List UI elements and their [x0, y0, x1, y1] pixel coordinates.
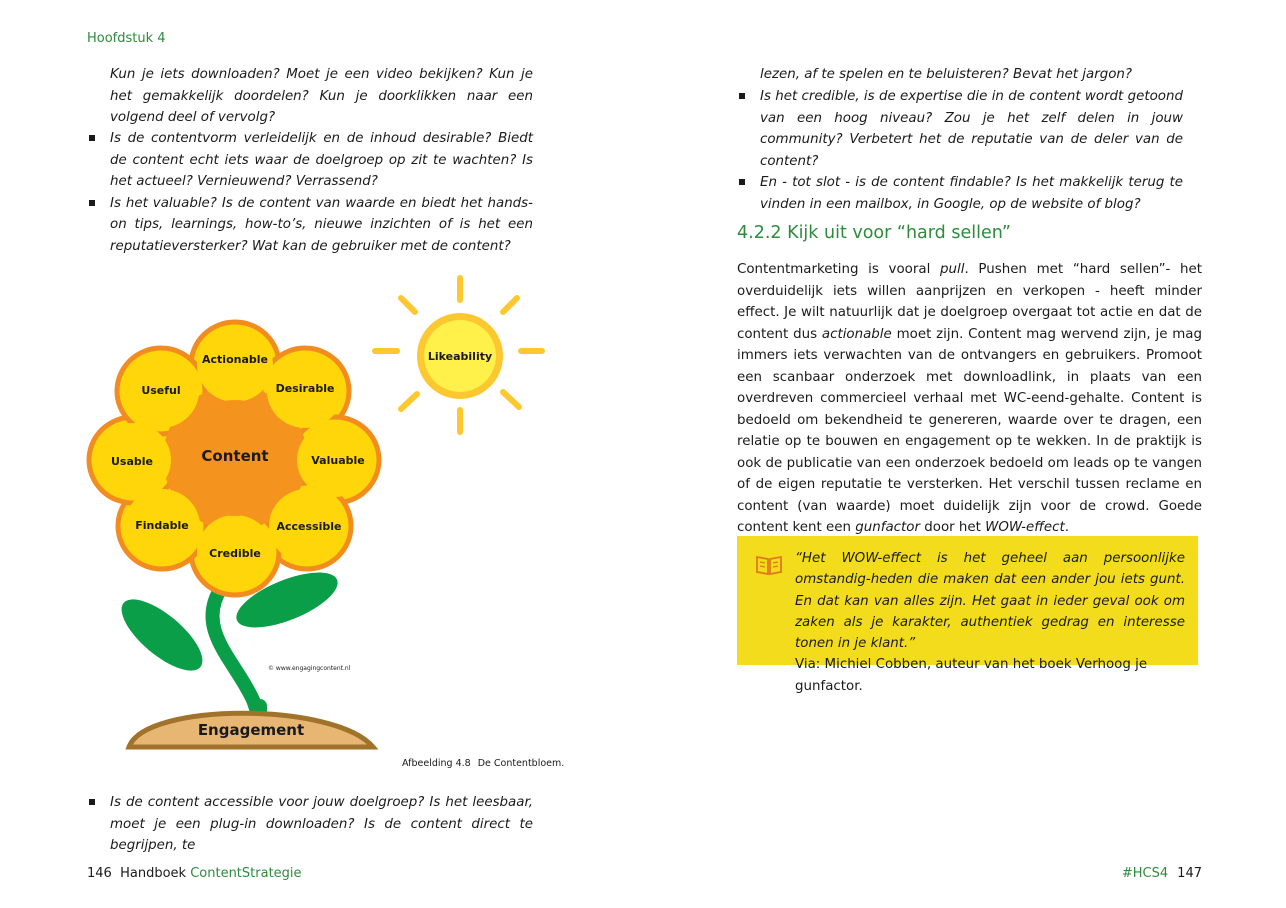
- petal-label-desirable: Desirable: [275, 382, 335, 395]
- bullet-accessible: Is de content accessible voor jouw doelgroep? Is het leesbaar, moet je een plug-in downloaden? Is de content direct te begrijpen, te: [87, 792, 533, 857]
- petal-label-valuable: Valuable: [311, 454, 365, 467]
- bullet-desirable: Is de contentvorm verleidelijk en de inhoud desirable? Biedt de content echt iets waar de doelgroep op zit te wachten? Is het actueel? Vernieuwend? Verrassend?: [87, 128, 533, 193]
- caption-number: Afbeelding 4.8: [402, 758, 471, 769]
- body-part-3: moet zijn. Content mag wervend zijn, je mag immers iets verwachten van de ontvangers en gebruikers. Promoot een scanbaar onderzoek met downloadlink, in plaats van een overdreven commercieel verhaal met WC-eend-gehalte. Content is bedoeld om bekendheid te genereren, waarde over te dragen, een relatie op te bouwen en engagement op te wekken. In de praktijk is ook de publicatie van een onderzoek bedoeld om leads op te vangen of de eigen reputatie te versterken. Het verschil tussen reclame en content (van waarde) moet duidelijk zijn voor de crowd. Goede content kent een: [737, 326, 1202, 535]
- section-title: 4.2.2 Kijk uit voor “hard sellen”: [737, 223, 1011, 243]
- caption-text: De Contentbloem.: [477, 758, 565, 769]
- quote-text: [795, 548, 1185, 697]
- book-title-green: ContentStrategie: [190, 866, 302, 881]
- content-flower-figure: [85, 270, 555, 752]
- body-emphasis-wow: WOW-effect: [985, 520, 1065, 535]
- body-emphasis-gunfactor: gunfactor: [855, 520, 920, 535]
- body-paragraph: [737, 259, 1202, 539]
- petal-label-useful: Useful: [141, 384, 181, 397]
- bullet-list: [87, 128, 533, 257]
- quote-box: [737, 536, 1198, 694]
- bullet-findable: En - tot slot - is de content findable? Is het makkelijk terug te vinden in een mailbox, in Google, op de website of blog?: [737, 172, 1183, 215]
- bullet-credible: Is het credible, is de expertise die in de content wordt getoond van een hoog niveau? Zou je het zelf delen in jouw community? Verbetert het de reputatie van de deler van de content?: [737, 86, 1183, 172]
- hashtag: #HCS4: [1121, 866, 1169, 881]
- body-part-5: .: [1064, 520, 1069, 535]
- petal-label-accessible: Accessible: [276, 520, 342, 533]
- body-part-4: door het: [924, 520, 981, 535]
- bottom-bullet-list: [87, 792, 533, 857]
- sun-label: Likeability: [427, 350, 493, 363]
- quote-attribution: Via: Michiel Cobben, auteur van het boek Verhoog je gunfactor.: [795, 657, 1148, 694]
- footer-left: [87, 866, 302, 881]
- bullet-valuable: Is het valuable? Is de content van waarde en biedt het hands-on tips, learnings, how-to’s, nieuwe inzichten of is het een reputatieversterker? Wat kan de gebruiker met de content?: [87, 193, 533, 258]
- right-page: [643, 0, 1286, 908]
- petal-label-findable: Findable: [135, 519, 189, 532]
- book-title-plain: Handboek: [120, 866, 187, 881]
- body-emphasis-pull: pull: [940, 262, 965, 277]
- figure-caption: [402, 758, 564, 769]
- continued-bullet-text-right: lezen, af te spelen en te beluisteren? Bevat het jargon?: [760, 67, 1133, 82]
- figure-copyright: © www.engagingcontent.nl: [268, 665, 351, 672]
- pot-label: Engagement: [197, 721, 305, 739]
- page-number-left: 146: [87, 866, 112, 881]
- body-part-1: Contentmarketing is vooral: [737, 262, 931, 277]
- page-number-right: 147: [1177, 866, 1202, 881]
- bullet-list-right: [737, 86, 1183, 215]
- leaf-left: [111, 588, 213, 683]
- footer-right: [1122, 866, 1202, 881]
- body-part-2: . Pushen met “hard sellen”- het overduidelijk iets willen aanprijzen en verkopen - heeft minder effect. Je wilt natuurlijk dat je doelgroep overgaat tot actie en dat de content dus: [737, 262, 1202, 342]
- center-label: Content: [201, 447, 269, 465]
- petal-label-usable: Usable: [110, 455, 154, 468]
- petal-label-credible: Credible: [209, 547, 261, 560]
- body-emphasis-actionable: actionable: [821, 326, 892, 342]
- book-icon: [755, 554, 783, 576]
- petal-label-actionable: Actionable: [202, 353, 268, 366]
- continued-bullet-text: Kun je iets downloaden? Moet je een video bekijken? Kun je het gemakkelijk doordelen? Kun je doorklikken naar een volgend deel of vervolg?: [110, 67, 533, 125]
- chapter-header: Hoofdstuk 4: [87, 31, 166, 46]
- quote-body: “Het WOW-effect is het geheel aan persoonlijke omstandig-heden die maken dat een ander jou iets gunt. En dat kan van alles zijn. Het gaat in ieder geval ook om zaken als je karakter, authentiek gedrag en interesse tonen in je klant.”: [795, 551, 1185, 652]
